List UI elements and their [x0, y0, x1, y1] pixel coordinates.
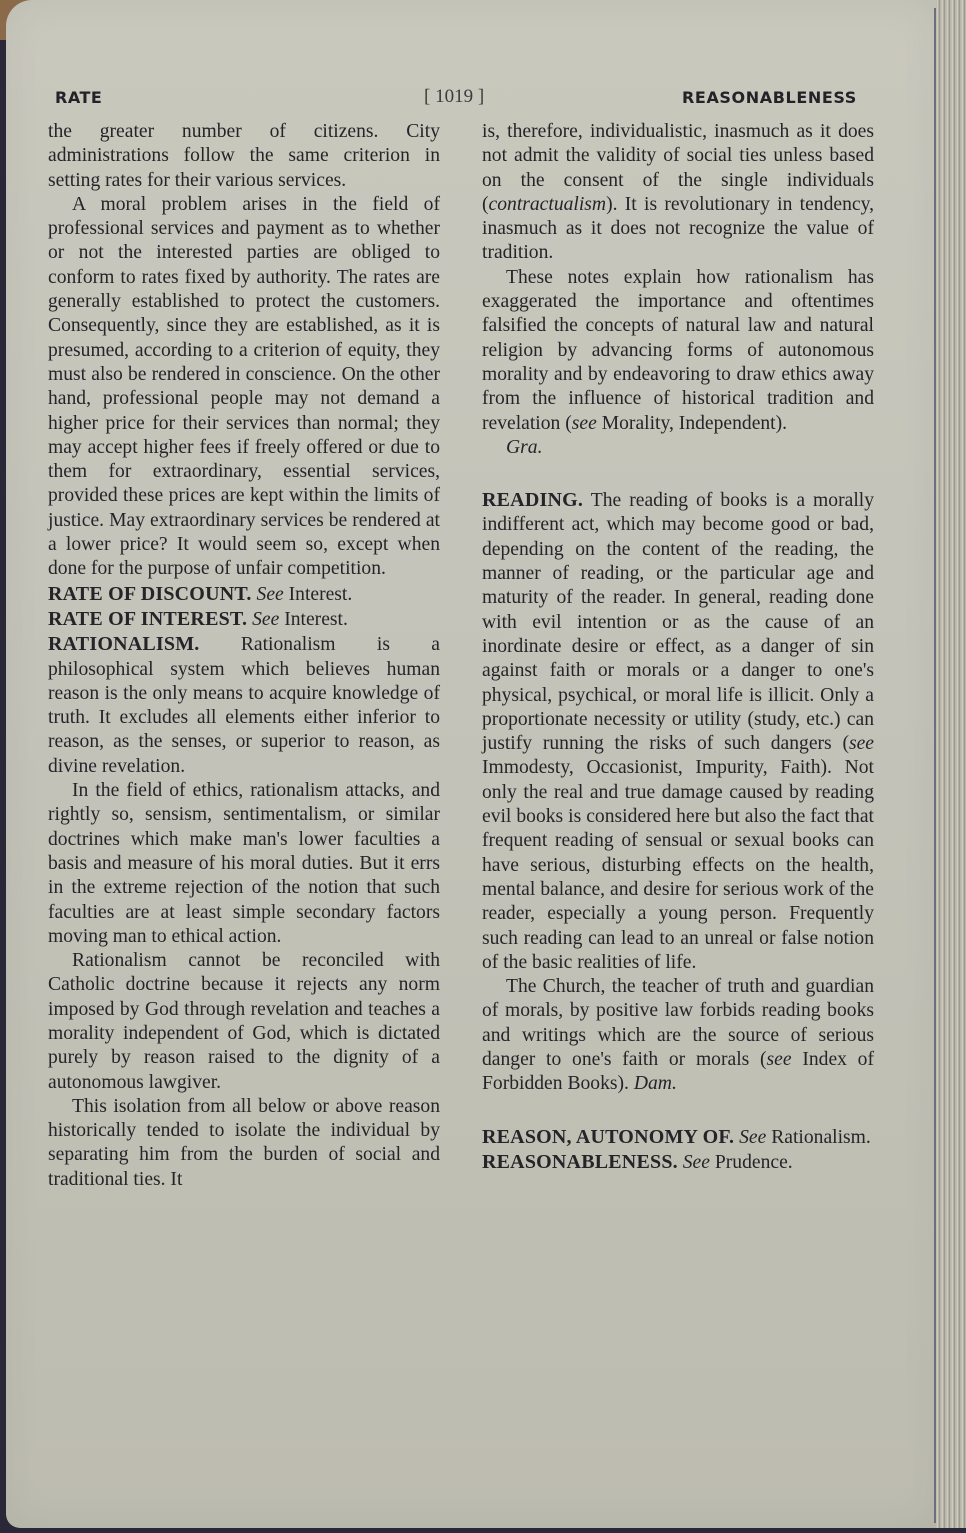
book-page-edges: [936, 0, 966, 1528]
entry-reading: [482, 488, 874, 975]
entry-headword: RATE OF DISCOUNT.: [48, 582, 252, 605]
author-initials: Gra.: [506, 436, 543, 458]
entry-rate-of-interest: [48, 607, 440, 632]
entry-headword: RATE OF INTEREST.: [48, 607, 248, 630]
reading-paragraph-2: [482, 975, 874, 1096]
see-label: See: [682, 1151, 710, 1173]
text-run: These notes explain how rationalism has exaggerated the importance and oftentimes falsified the concepts of natural law and natural religion by advancing forms of autonomous morality and by endeavoring to draw ethics away from the influence of historical tradition and revelation (: [482, 266, 874, 434]
rationalism-paragraph-4: This isolation from all below or above reason historically tended to isolate the individual by separating him from the burden of social and traditional ties. It: [48, 1095, 440, 1190]
rationalism-paragraph-3: Rationalism cannot be reconciled with Catholic doctrine because it rejects any norm imposed by God through revelation and teaches a morality independent of God, which is dictated purely by reason raised to the dignity of a autonomous lawgiver.: [48, 950, 440, 1093]
page-number: [ 1019 ]: [424, 86, 485, 107]
entry-headword: REASON, AUTONOMY OF.: [482, 1125, 735, 1148]
rationalism-continuation-paragraph-2: [482, 266, 874, 460]
text-run: The Church, the teacher of truth and guardian of morals, by positive law forbids reading books and writings which are the source of serious danger to one's faith or morals (: [482, 976, 874, 1070]
italic-term: contractualism: [488, 193, 607, 215]
running-head-left: RATE: [55, 88, 103, 107]
entry-rate-of-discount: [48, 582, 440, 607]
running-head-right: REASONABLENESS: [682, 88, 857, 107]
cross-reference: Index of Forbidden Books).: [482, 1048, 875, 1095]
entry-headword: REASONABLENESS.: [482, 1150, 678, 1173]
cross-reference: Interest.: [288, 583, 353, 605]
entry-rationalism: [48, 632, 440, 779]
entry-reason-autonomy-of: [482, 1125, 874, 1150]
text-run: is, therefore, individualistic, inasmuch as it does not admit the validity of social ties unless based on the consent of the single individuals (: [482, 121, 874, 215]
entry-body: Rationalism is a philosophical system which believes human reason is the only means to acquire knowledge of truth. It excludes all elements either inferior to reason, as the senses, or superior to reason, as divine revelation.: [48, 634, 440, 777]
rate-continuation-paragraph-1: the greater number of citizens. City administrations follow the same criterion in setting rates for their various services.: [48, 121, 440, 191]
text-run: Immodesty, Occasionist, Impurity, Faith). Not only the real and true damage caused by reading evil books is considered here but also the fact that frequent reading of sensual or sexual books can have serious, disturbing effects on the health, mental balance, and desire for serious work of the reader, especially a young person. Frequently such reading can lead to an unreal or false notion of the basic realities of life.: [482, 757, 874, 973]
author-initials: Dam.: [633, 1073, 677, 1095]
see-label: See: [256, 583, 284, 605]
see-label: see: [571, 412, 597, 434]
see-label: see: [766, 1048, 792, 1070]
see-label: See: [252, 608, 280, 630]
entry-headword: RATIONALISM.: [48, 633, 200, 656]
left-column: [48, 120, 440, 1192]
running-head: [0, 88, 966, 112]
rationalism-continuation-paragraph-1: [482, 120, 874, 266]
cross-reference: Rationalism.: [771, 1126, 871, 1148]
cross-reference: Prudence.: [714, 1151, 793, 1173]
see-label: see: [848, 733, 874, 755]
rationalism-paragraph-2: In the field of ethics, rationalism attacks, and rightly so, sensism, sentimentalism, or similar doctrines which make man's lower faculties a basis and measure of his moral duties. But it errs in the extreme rejection of the notion that such faculties are at least simple secondary factors moving man to ethical action.: [48, 780, 440, 947]
cross-reference: Morality, Independent).: [596, 412, 788, 434]
rate-continuation-paragraph-2: A moral problem arises in the field of professional services and payment as to whether or not the interested parties are obliged to conform to rates fixed by authority. The rates are generally established to protect the customers. Consequently, since they are established, as it is presumed, according to a criterion of equity, they must also be rendered in conscience. On the other hand, professional people may not demand a higher price for their services than normal; they may accept higher fees if freely offered or due to them for extraordinary, essential services, provided these prices are kept within the limits of justice. May extraordinary services be rendered at a lower price? It would seem so, except when done for the purpose of unfair competition.: [48, 193, 440, 580]
right-column: [482, 120, 874, 1175]
cross-reference: Interest.: [284, 608, 348, 630]
text-run: The reading of books is a morally indifferent act, which may become good or bad, depending on the content of the reading, the manner of reading, or the particular age and maturity of the reader. In general, reading done with evil intention or as the cause of an inordinate desire or effect, as a danger of sin against faith or morals or a danger to one's physical, psychical, or moral life is illicit. Only a proportionate necessity or utility (study, etc.) can justify running the risks of such dangers (: [482, 490, 875, 755]
entry-reasonableness: [482, 1150, 874, 1175]
entry-headword: READING.: [482, 489, 584, 512]
text-run: ). It is revolutionary in tendency, inasmuch as it does not recognize the value of tradition.: [482, 193, 874, 264]
see-label: See: [739, 1126, 767, 1148]
